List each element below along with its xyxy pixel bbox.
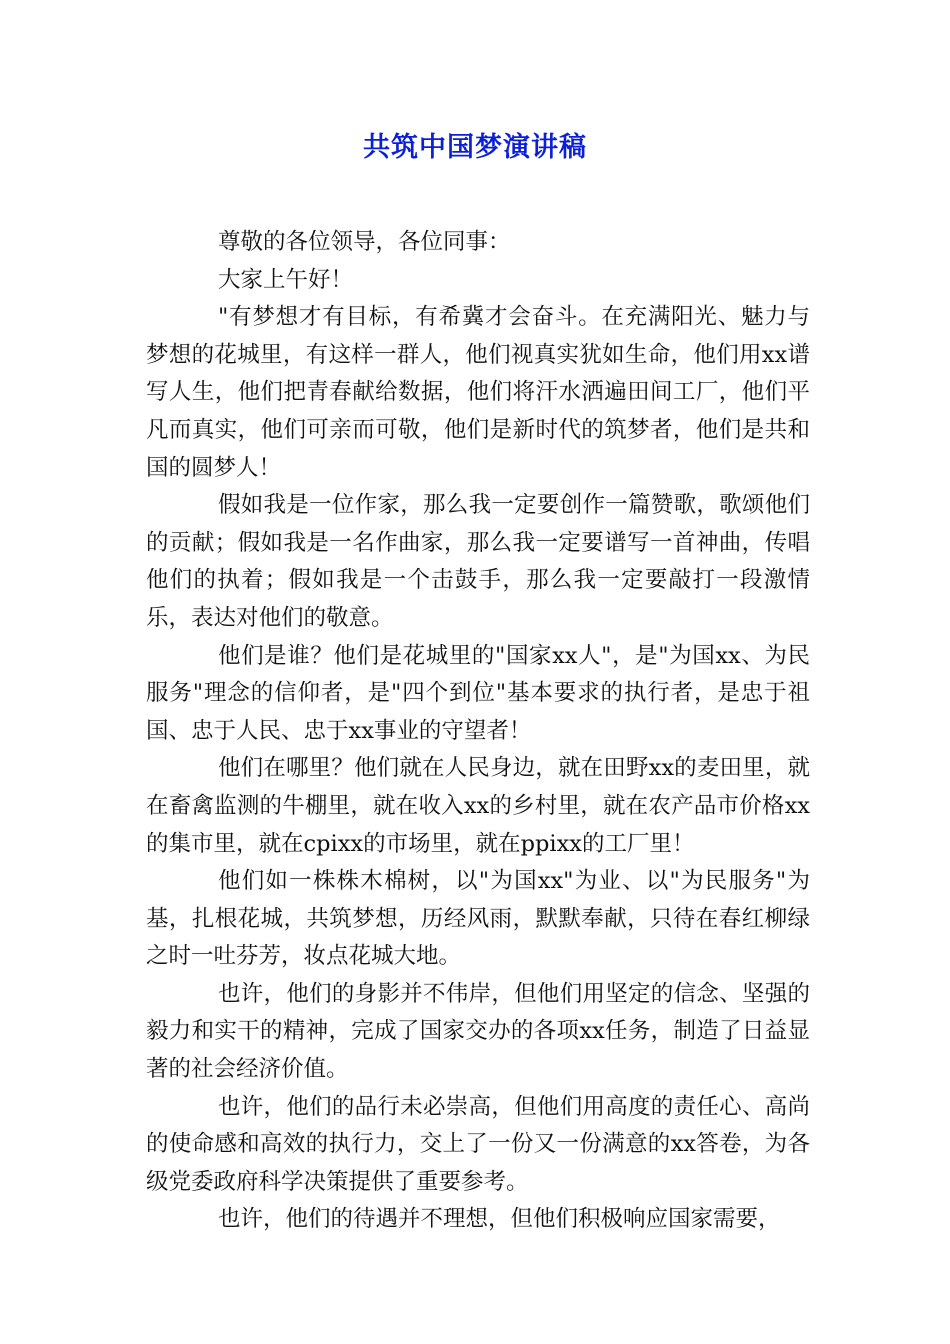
paragraph-greeting: 大家上午好！ <box>218 266 354 293</box>
paragraph: 他们是谁？他们是花城里的"国家xx人"，是"为国xx、为民服务"理念的信仰者，是"四个到位"基本要求的执行者，是忠于祖国、忠于人民、忠于xx事业的守望者！ <box>146 642 810 744</box>
document-body <box>146 224 810 1239</box>
paragraph-salutation: 尊敬的各位领导，各位同事： <box>218 229 511 255</box>
paragraph: 他们在哪里？他们就在人民身边，就在田野xx的麦田里，就在畜禽监测的牛棚里，就在收入xx的乡村里，就在农产品市价格xx的集市里，就在cpixx的市场里，就在ppixx的工厂里！ <box>146 755 810 857</box>
paragraph: 也许，他们的待遇并不理想，但他们积极响应国家需要， <box>218 1206 781 1233</box>
paragraph: "有梦想才有目标，有希冀才会奋斗。在充满阳光、魅力与梦想的花城里，有这样一群人，他们视真实犹如生命，他们用xx谱写人生，他们把青春献给数据，他们将汗水洒遍田间工厂，他们平凡而真实，他们可亲而可敬，他们是新时代的筑梦者，他们是共和国的圆梦人！ <box>146 304 810 481</box>
paragraph: 也许，他们的品行未必崇高，但他们用高度的责任心、高尚的使命感和高效的执行力，交上了一份又一份满意的xx答卷，为各级党委政府科学决策提供了重要参考。 <box>146 1093 810 1195</box>
document-title: 共筑中国梦演讲稿 <box>363 132 587 163</box>
paragraph: 他们如一株株木棉树，以"为国xx"为业、以"为民服务"为基，扎根花城，共筑梦想，历经风雨，默默奉献，只待在春红柳绿之时一吐芬芳，妆点花城大地。 <box>146 868 810 970</box>
paragraph: 假如我是一位作家，那么我一定要创作一篇赞歌，歌颂他们的贡献；假如我是一名作曲家，那么我一定要谱写一首神曲，传唱他们的执着；假如我是一个击鼓手，那么我一定要敲打一段激情乐，表达对他们的敬意。 <box>146 492 810 631</box>
paragraph: 也许，他们的身影并不伟岸，但他们用坚定的信念、坚强的毅力和实干的精神，完成了国家交办的各项xx任务，制造了日益显著的社会经济价值。 <box>146 980 810 1083</box>
